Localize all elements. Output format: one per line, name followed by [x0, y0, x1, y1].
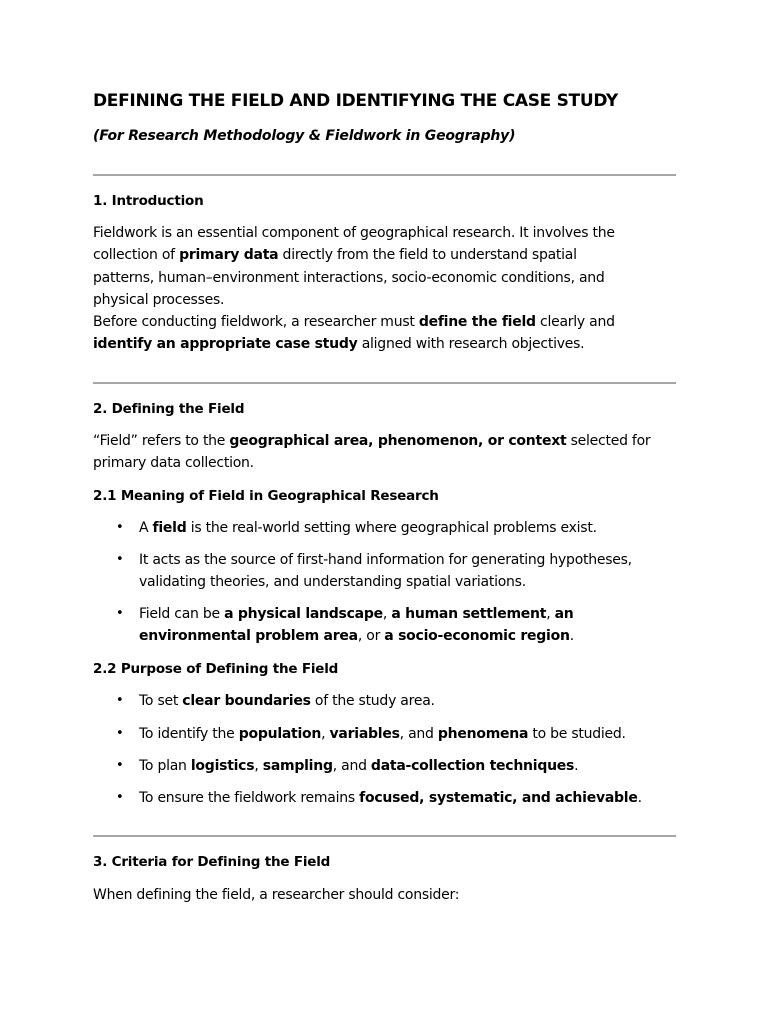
- text: A: [139, 520, 153, 536]
- text-line: [93, 244, 683, 266]
- list-item: [139, 787, 699, 809]
- bullet-icon: •: [116, 552, 124, 567]
- bold-text: data-collection techniques: [370, 758, 575, 774]
- bullet-icon: •: [116, 726, 124, 741]
- text: clearly and: [535, 314, 615, 331]
- subsection-heading-meaning: 2.1 Meaning of Field in Geographical Research: [93, 488, 439, 504]
- list-item: [139, 690, 699, 712]
- defining-paragraph: [93, 430, 683, 475]
- list-item: [139, 755, 699, 777]
- text: aligned with research objectives.: [357, 336, 585, 353]
- bold-text: a human settlement: [391, 606, 547, 622]
- list-item: [139, 723, 699, 745]
- bold-text: an: [554, 606, 574, 622]
- bold-text: environmental problem area: [139, 628, 358, 645]
- divider: [93, 174, 676, 176]
- text: collection of: [93, 247, 180, 264]
- bullet-icon: •: [116, 758, 124, 773]
- document-subtitle: (For Research Methodology & Fieldwork in Geography): [93, 128, 516, 144]
- bold-text: phenomena: [437, 726, 529, 742]
- bullet-icon: •: [116, 520, 124, 535]
- bold-text: define the field: [418, 314, 536, 331]
- text-line: [93, 289, 683, 311]
- bold-text: field: [152, 520, 187, 536]
- bullet-icon: •: [116, 790, 124, 805]
- text: patterns, human–environment interactions, socio-economic conditions, and: [93, 269, 605, 286]
- text: .: [574, 758, 579, 774]
- text: directly from the field to understand spatial: [278, 247, 577, 264]
- text: is the real-world setting where geographical problems exist.: [186, 520, 597, 536]
- text-line: When defining the field, a researcher should consider:: [93, 887, 460, 903]
- bold-text: sampling: [262, 758, 333, 774]
- bold-text: primary data: [179, 247, 279, 264]
- introduction-paragraph: [93, 222, 683, 356]
- divider: [93, 835, 676, 837]
- text-line: [93, 333, 683, 355]
- text: ,: [546, 606, 555, 622]
- bold-text: geographical area, phenomenon, or context: [229, 433, 567, 449]
- text-line: [93, 311, 683, 333]
- text: to be studied.: [528, 726, 626, 742]
- text-line: validating theories, and understanding spatial variations.: [139, 574, 526, 591]
- text: To ensure the fieldwork remains: [139, 790, 360, 806]
- text: .: [637, 790, 642, 806]
- text: .: [569, 628, 574, 645]
- bullet-icon: •: [116, 606, 124, 621]
- text-line: It acts as the source of first-hand information for generating hypotheses,: [139, 552, 632, 568]
- bold-text: a physical landscape: [224, 606, 383, 622]
- text: of the study area.: [310, 693, 435, 709]
- text: Field can be: [139, 606, 225, 622]
- document-title: DEFINING THE FIELD AND IDENTIFYING THE CASE STUDY: [93, 91, 618, 111]
- bold-text: focused, systematic, and achievable: [359, 790, 638, 806]
- divider: [93, 382, 676, 384]
- text: ,: [382, 606, 392, 622]
- section-heading-defining-field: 2. Defining the Field: [93, 401, 245, 417]
- text: “Field” refers to the: [93, 433, 230, 449]
- text-line: [93, 267, 683, 289]
- bullet-icon: •: [116, 693, 124, 708]
- criteria-paragraph: [93, 884, 683, 906]
- text-line: [93, 452, 683, 474]
- section-heading-criteria: 3. Criteria for Defining the Field: [93, 854, 331, 870]
- subsection-heading-purpose: 2.2 Purpose of Defining the Field: [93, 661, 339, 677]
- bold-text: logistics: [190, 758, 255, 774]
- bold-text: variables: [329, 726, 400, 742]
- text: ,: [321, 726, 330, 742]
- bold-text: population: [238, 726, 322, 742]
- bold-text: a socio-economic region: [384, 628, 570, 645]
- bold-text: clear boundaries: [182, 693, 311, 709]
- text: Fieldwork is an essential component of geographical research. It involves the: [93, 225, 615, 241]
- text: , and: [399, 726, 438, 742]
- list-item: [139, 517, 699, 539]
- text: To plan: [139, 758, 191, 774]
- text: To set: [139, 693, 183, 709]
- text: Before conducting fieldwork, a researcher must: [93, 314, 419, 331]
- list-item: [139, 549, 699, 594]
- text: , or: [357, 628, 385, 645]
- text: selected for: [566, 433, 651, 449]
- text-line: [93, 430, 683, 452]
- section-heading-introduction: 1. Introduction: [93, 193, 204, 209]
- text-line: [93, 222, 683, 244]
- text: primary data collection.: [93, 455, 254, 472]
- text: , and: [332, 758, 371, 774]
- text: To identify the: [139, 726, 239, 742]
- text: physical processes.: [93, 291, 225, 308]
- list-item: [139, 603, 699, 648]
- text: ,: [254, 758, 263, 774]
- bold-text: identify an appropriate case study: [93, 336, 358, 353]
